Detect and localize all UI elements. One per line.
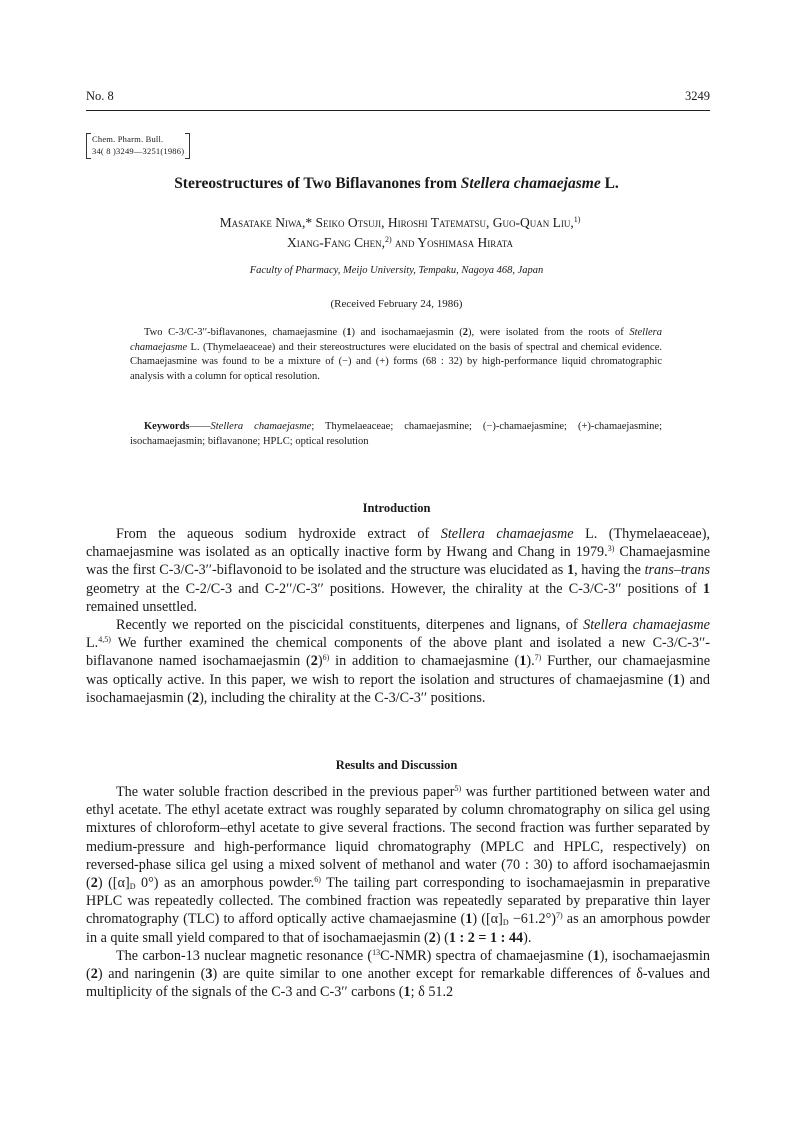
author-line-2: Xiang-Fang Chen,$^{2)}$ and Yoshimasa Hirata bbox=[286, 235, 514, 250]
abstract: Two C-3/C-3′′-biflavanones, chamaejasmine (1) and isochamaejasmin (2), were isolated from the roots of Stellera chamaejasme L. (Thymelaeaceae) and their stereostructures were elucidated on the basis of spectral and chemical evidence. Chamaejasmine was found to be a mixture of (−) and (+) forms (68 : 32) by high-performance liquid chromatographic analysis with a column for optical resolution. bbox=[130, 327, 662, 382]
author-line-1: Masatake Niwa,* Seiko Otsuji, Hiroshi Tatematsu, Guo-Quan Liu,$^{1)}$ bbox=[219, 215, 581, 230]
citation-journal: Chem. Pharm. Bull. bbox=[92, 134, 164, 144]
page-number: 3249 bbox=[685, 89, 710, 103]
results-body bbox=[86, 783, 710, 1001]
citation-box bbox=[86, 133, 190, 157]
citation-volume: 34( 8 )3249—3251(1986) bbox=[92, 146, 185, 156]
intro-paragraph-1: From the aqueous sodium hydroxide extract of Stellera chamaejasme L. (Thymelaeaceae), chamaejasmine was isolated as an optically inactive form by Hwang and Chang in 1979.$^{3)}$ Chamaejasmine was the first C-3/C-3′′-biflavonoid to be isolated and the structure was elucidated as 1, having the trans–trans geometry at the C-2/C-3 and C-2′′/C-3′′ positions. However, the chirality at the C-3/C-3′′ positions of 1 remained unsettled. bbox=[86, 526, 710, 615]
running-header-issue: No. 8 bbox=[86, 89, 114, 103]
title-text: Stereostructures of Two Biflavanones from bbox=[174, 175, 461, 192]
section-heading-introduction: Introduction bbox=[362, 501, 431, 515]
section-heading-results: Results and Discussion bbox=[335, 758, 458, 772]
introduction-body bbox=[86, 525, 710, 707]
author-list bbox=[100, 213, 700, 253]
results-paragraph-1: The water soluble fraction described in the previous paper$^{5)}$ was further partitioned between water and ethyl acetate. The ethyl acetate extract was roughly separated by column chromatography on silica gel using mixtures of chloroform–ethyl acetate to give several fractions. The second fraction was further separated by medium-pressure and high-performance liquid chromatography (MPLC and HPLC, respectively) on reversed-phase silica gel using a mixed solvent of methanol and water (70 : 30) to afford isochamaejasmin (2) ($[\alpha]_D$ 0°) as an amorphous powder.$^{6)}$ The tailing part corresponding to isochamaejasmin in preparative HPLC was repeatedly collected. The combined fraction was repeatedly separated by preparative thin layer chromatography (TLC) to afford optically active chamaejasmine (1) $([\alpha]_D -61.2^\circ)^{7)}$ as an amorphous powder in a quite small yield compared to that of isochamaejasmin (2) (1 : 2 = 1 : 44). bbox=[86, 784, 710, 946]
results-paragraph-2: The carbon-13 nuclear magnetic resonance ($^{13}$C-NMR) spectra of chamaejasmine (1), isochamaejasmin (2) and naringenin (3) are quite similar to one another except for remarkable differences of δ-values and multiplicity of the signals of the C-3 and C-3′′ carbons (1; δ 51.2 bbox=[86, 947, 710, 1001]
intro-paragraph-2: Recently we reported on the piscicidal constituents, diterpenes and lignans, of Stellera chamaejasme L.$^{4,5)}$ We further examined the chemical components of the above plant and isolated a new C-3/C-3′′-biflavanone named isochamaejasmin $(2)^{6)}$ in addition to chamaejasmine (1).$^{7)}$ Further, our chamaejasmine was optically active. In this paper, we wish to report the isolation and structures of chamaejasmine (1) and isochamaejasmin (2), including the chirality at the C-3/C-3′′ positions. bbox=[86, 617, 710, 706]
header-rule bbox=[86, 110, 710, 111]
keywords-label: Keywords bbox=[144, 421, 190, 432]
paper-title bbox=[0, 175, 793, 193]
title-suffix: L. bbox=[600, 175, 619, 192]
title-species: Stellera chamaejasme bbox=[460, 175, 601, 192]
affiliation: Faculty of Pharmacy, Meijo University, Tempaku, Nagoya 468, Japan bbox=[249, 265, 544, 276]
keywords: Keywords——Stellera chamaejasme; Thymelaeaceae; chamaejasmine; (−)-chamaejasmine; (+)-chamaejasmine; isochamaejasmin; biflavanone; HPLC; optical resolution bbox=[130, 421, 663, 447]
received-date: (Received February 24, 1986) bbox=[330, 298, 463, 310]
